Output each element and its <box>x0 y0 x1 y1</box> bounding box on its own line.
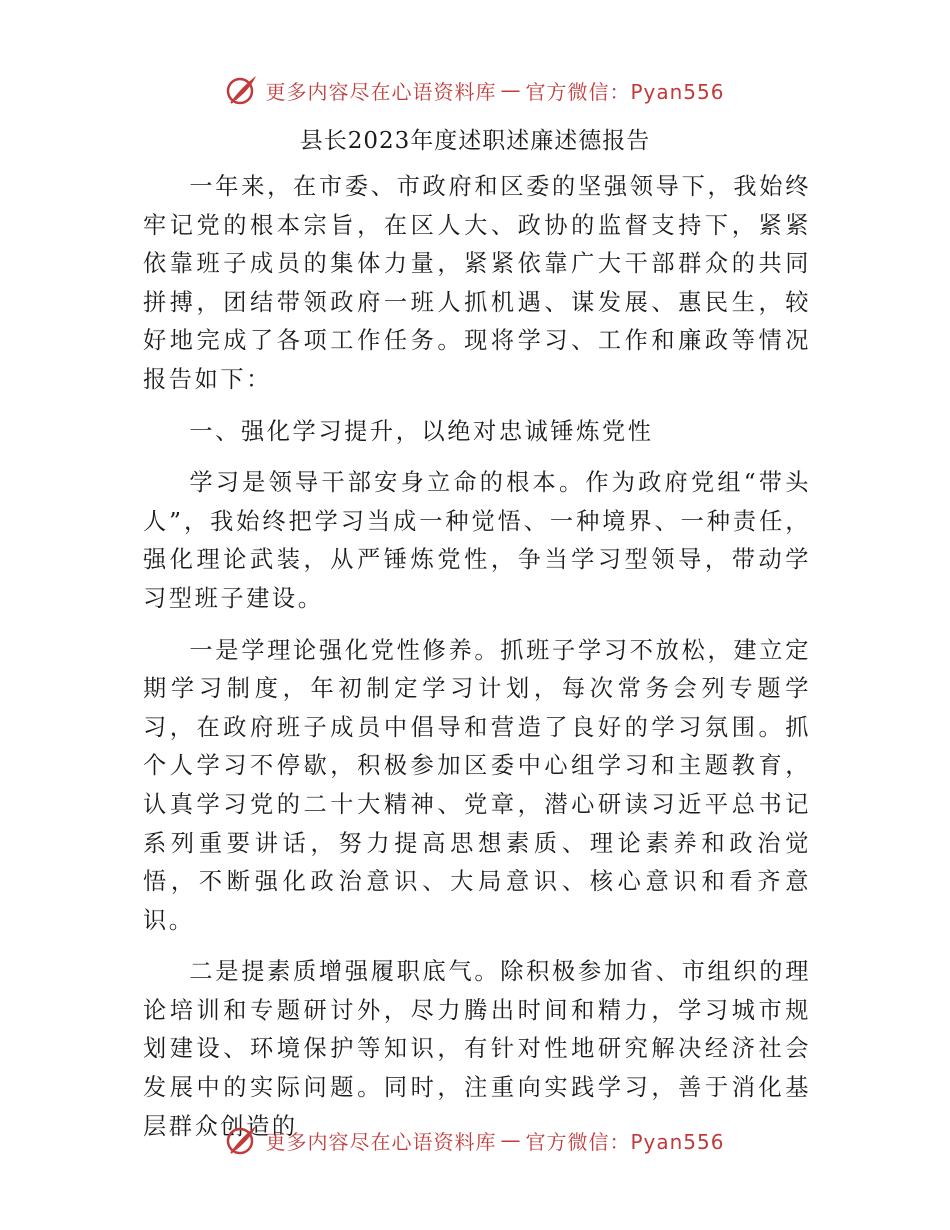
document-body <box>143 168 811 1159</box>
document-title: 县长2023年度述职述廉述德报告 <box>299 128 651 154</box>
paragraph-quality: 二是提素质增强履职底气。除积极参加省、市组织的理论培训和专题研讨外，尽力腾出时间和精力，学习城市规划建设、环境保护等知识，有针对性地研究解决经济社会发展中的实际问题。同时，注重向实践学习，善于消化基层群众创造的 <box>143 958 811 1140</box>
watermark-contact: 官方微信：Pyan556 <box>525 1129 725 1154</box>
watermark-text: 更多内容尽在心语资料库 <box>265 79 497 104</box>
footer-watermark <box>0 1120 950 1160</box>
header-watermark <box>0 70 950 110</box>
watermark-separator: — <box>500 1128 522 1152</box>
paragraph-theory: 一是学理论强化党性修养。抓班子学习不放松，建立定期学习制度，年初制定学习计划，每次常务会列专题学习，在政府班子成员中倡导和营造了良好的学习氛围。抓个人学习不停歇，积极参加区委中心组学习和主题教育，认真学习党的二十大精神、党章，潜心研读习近平总书记系列重要讲话，努力提高思想素质、理论素养和政治觉悟，不断强化政治意识、大局意识、核心意识和看齐意识。 <box>143 636 811 934</box>
quill-logo-icon <box>225 73 259 107</box>
watermark-text: 更多内容尽在心语资料库 <box>265 1129 497 1154</box>
paragraph-intro: 一年来，在市委、市政府和区委的坚强领导下，我始终牢记党的根本宗旨，在区人大、政协的监督支持下，紧紧依靠班子成员的集体力量，紧紧依靠广大干部群众的共同拼搏，团结带领政府一班人抓机遇、谋发展、惠民生，较好地完成了各项工作任务。现将学习、工作和廉政等情况报告如下： <box>143 173 811 393</box>
section-heading: 一、强化学习提升，以绝对忠诚锤炼党性 <box>189 417 654 445</box>
quill-logo-icon <box>225 1123 259 1157</box>
paragraph-study: 学习是领导干部安身立命的根本。作为政府党组“带头人”，我始终把学习当成一种觉悟、一种境界、一种责任，强化理论武装，从严锤炼党性，争当学习型领导，带动学习型班子建设。 <box>143 469 811 612</box>
watermark-contact: 官方微信：Pyan556 <box>525 79 725 104</box>
watermark-separator: — <box>500 78 522 102</box>
